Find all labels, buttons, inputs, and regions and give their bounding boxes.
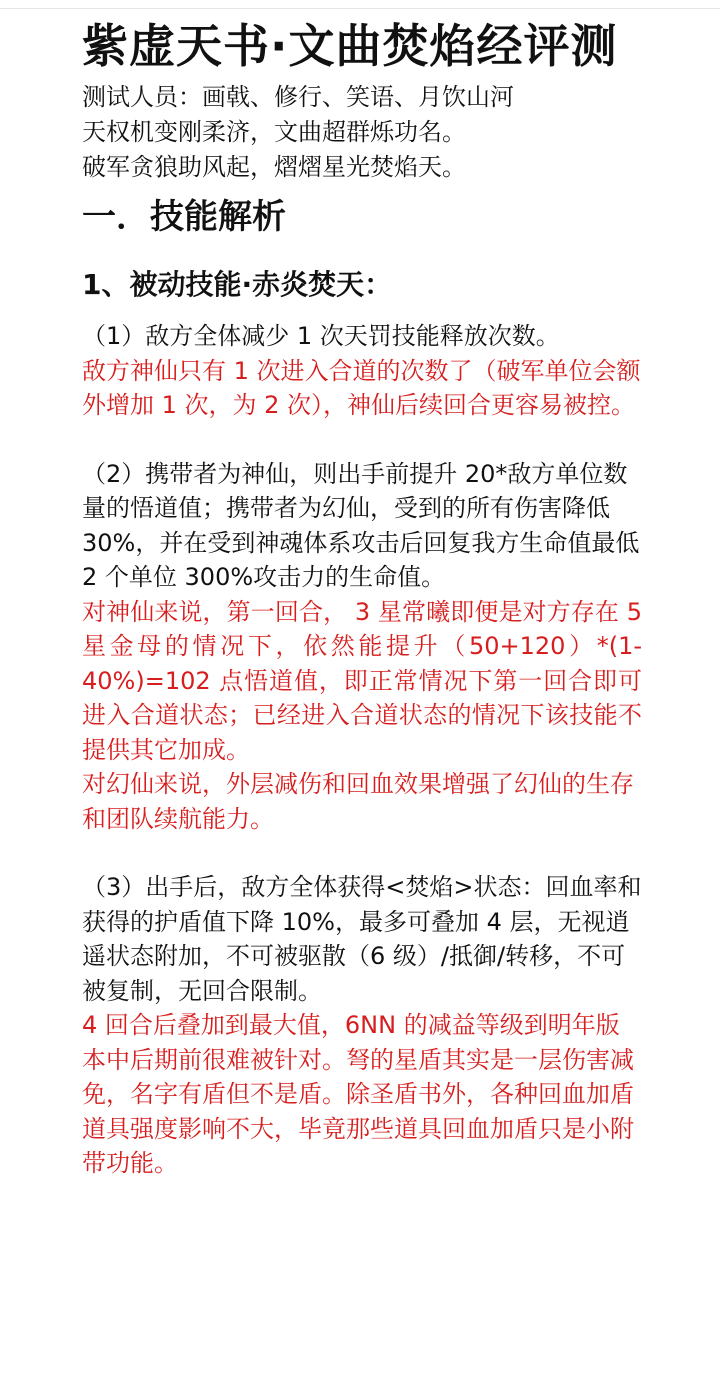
poem-line-1: 天权机变刚柔济，文曲超群烁功名。	[82, 118, 466, 146]
skill-effect-1: （1）敌方全体减少 1 次天罚技能释放次数。	[82, 322, 560, 350]
skill-effect-3: （3）出手后，敌方全体获得<焚焰>状态：回血率和获得的护盾值下降 10%，最多可叠加 4 层，无视逍遥状态附加，不可被驱散（6 级）/抵御/转移，不可被复制，无回合限制。	[82, 873, 642, 1005]
analysis-note-2a: 对神仙来说，第一回合， 3 星常曦即便是对方存在 5 星金母的情况下，依然能提升（50+120）*(1-40%)=102 点悟道值，即正常情况下第一回合即可进入合道状态；已经进入合道状态的情况下该技能不提供其它加成。	[82, 597, 642, 764]
subsection-title: 1、被动技能·赤炎焚天：	[82, 268, 393, 301]
paragraph-spacer	[82, 836, 642, 870]
article-title: 紫虚天书·文曲焚焰经评测	[82, 19, 618, 73]
analysis-note-3: 4 回合后叠加到最大值，6NN 的减益等级到明年版本中后期前很难被针对。弩的星盾其实是一层伤害减免，名字有盾但不是盾。除圣盾书外，各种回血加盾道具强度影响不大，毕竟那些道具回血加盾只是小附带功能。	[82, 1011, 634, 1177]
skill-effect-2: （2）携带者为神仙，则出手前提升 20*敌方单位数量的悟道值；携带者为幻仙，受到的所有伤害降低 30%，并在受到神魂体系攻击后回复我方生命值最低 2 个单位 300%攻击力的生命值。	[82, 459, 640, 591]
paragraph-spacer	[82, 423, 642, 457]
testers-line: 测试人员：画戟、修行、笑语、月饮山河	[82, 83, 514, 111]
article	[82, 14, 642, 1181]
section-title: 一．技能解析	[82, 197, 286, 237]
analysis-note-2b: 对幻仙来说，外层减伤和回血效果增强了幻仙的生存和团队续航能力。	[82, 770, 634, 833]
poem-line-2: 破军贪狼助风起，熠熠星光焚焰天。	[82, 153, 466, 181]
analysis-note-1: 敌方神仙只有 1 次进入合道的次数了（破军单位会额外增加 1 次，为 2 次），神仙后续回合更容易被控。	[82, 356, 641, 419]
top-divider	[0, 8, 720, 9]
